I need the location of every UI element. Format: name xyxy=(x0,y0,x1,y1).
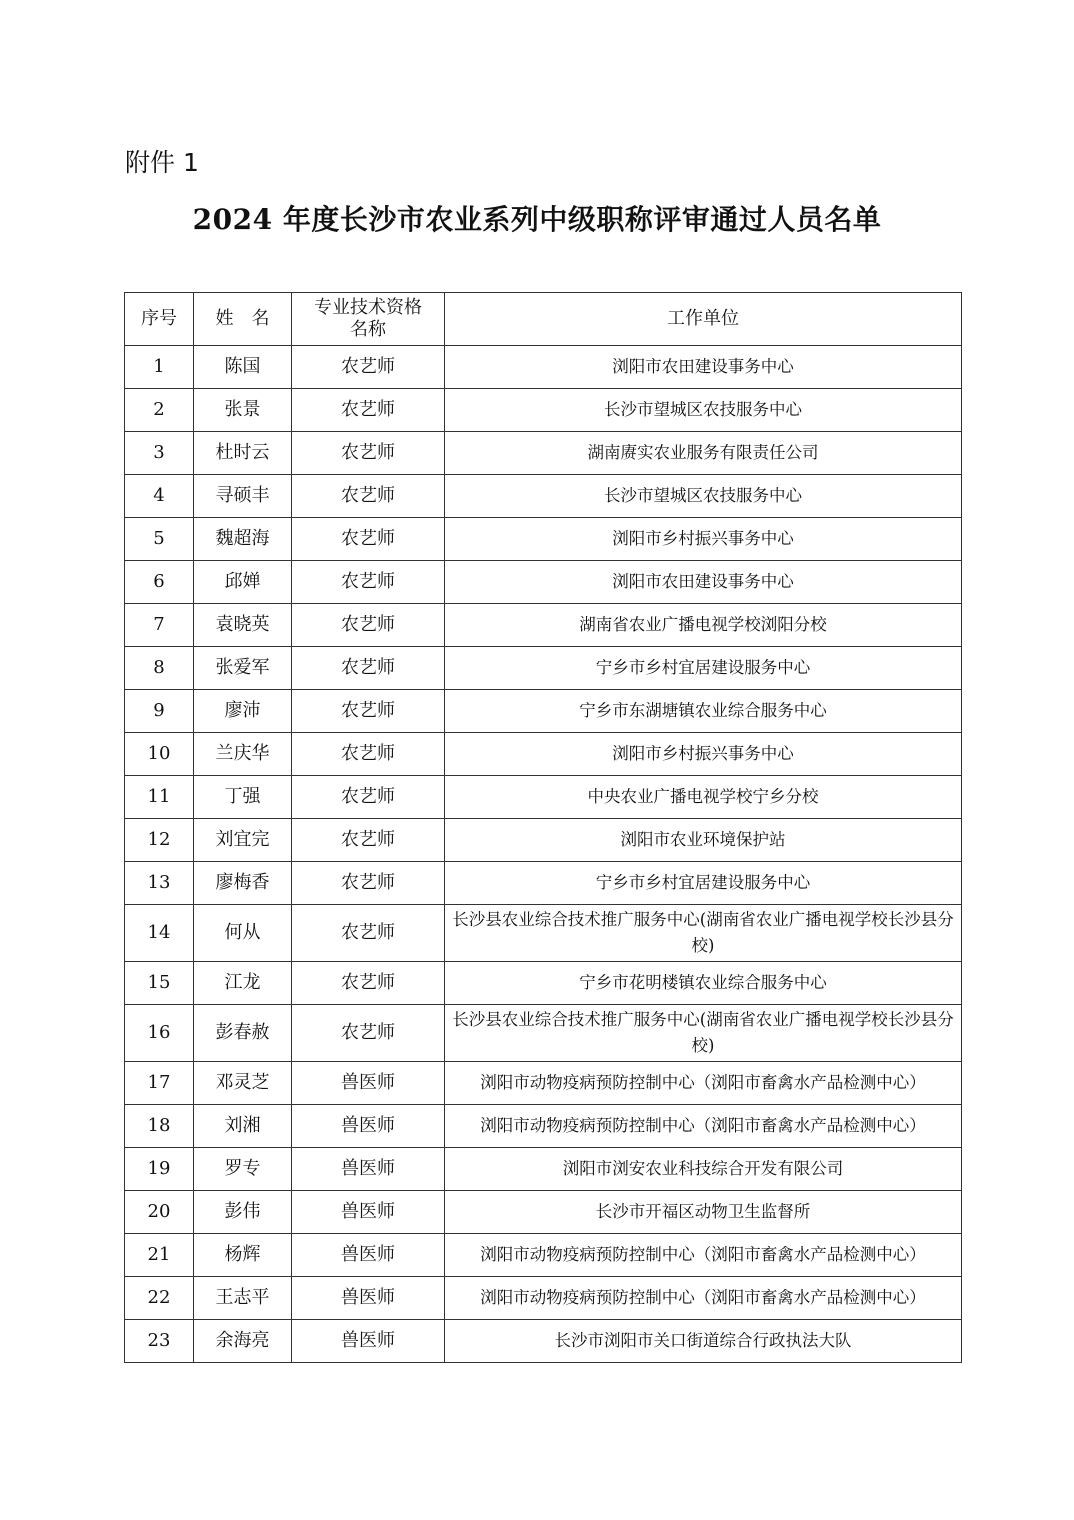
qualification: 兽医师 xyxy=(292,1320,445,1363)
table-row xyxy=(125,905,962,962)
row-index: 8 xyxy=(125,647,194,690)
document-title: 2024 年度长沙市农业系列中级职称评审通过人员名单 xyxy=(192,203,882,236)
work-unit: 浏阳市农田建设事务中心 xyxy=(445,561,962,604)
person-name: 丁强 xyxy=(194,776,292,819)
row-index: 3 xyxy=(125,432,194,475)
table-row xyxy=(125,690,962,733)
person-name: 魏超海 xyxy=(194,518,292,561)
table-row xyxy=(125,962,962,1005)
work-unit: 长沙县农业综合技术推广服务中心(湖南省农业广播电视学校长沙县分校) xyxy=(445,1005,962,1062)
person-name: 江龙 xyxy=(194,962,292,1005)
row-index: 6 xyxy=(125,561,194,604)
header-work-unit: 工作单位 xyxy=(445,293,962,346)
table-header-row xyxy=(125,293,962,346)
table-row xyxy=(125,475,962,518)
table-row xyxy=(125,862,962,905)
work-unit: 长沙市开福区动物卫生监督所 xyxy=(445,1191,962,1234)
qualification: 农艺师 xyxy=(292,1005,445,1062)
table-row xyxy=(125,1062,962,1105)
header-name: 姓 名 xyxy=(194,293,292,346)
table-row xyxy=(125,346,962,389)
table-row xyxy=(125,733,962,776)
work-unit: 中央农业广播电视学校宁乡分校 xyxy=(445,776,962,819)
row-index: 15 xyxy=(125,962,194,1005)
qualification: 农艺师 xyxy=(292,389,445,432)
qualification: 农艺师 xyxy=(292,819,445,862)
work-unit: 浏阳市乡村振兴事务中心 xyxy=(445,733,962,776)
table-row xyxy=(125,1148,962,1191)
row-index: 12 xyxy=(125,819,194,862)
work-unit: 浏阳市动物疫病预防控制中心（浏阳市畜禽水产品检测中心） xyxy=(445,1105,962,1148)
work-unit: 宁乡市花明楼镇农业综合服务中心 xyxy=(445,962,962,1005)
person-name: 余海亮 xyxy=(194,1320,292,1363)
row-index: 2 xyxy=(125,389,194,432)
qualification: 农艺师 xyxy=(292,604,445,647)
person-name: 邓灵芝 xyxy=(194,1062,292,1105)
person-name: 廖沛 xyxy=(194,690,292,733)
row-index: 18 xyxy=(125,1105,194,1148)
qualification: 兽医师 xyxy=(292,1191,445,1234)
work-unit: 宁乡市东湖塘镇农业综合服务中心 xyxy=(445,690,962,733)
row-index: 23 xyxy=(125,1320,194,1363)
work-unit: 湖南省农业广播电视学校浏阳分校 xyxy=(445,604,962,647)
table-row xyxy=(125,1320,962,1363)
attachment-label: 附件 1 xyxy=(125,148,199,177)
row-index: 19 xyxy=(125,1148,194,1191)
row-index: 7 xyxy=(125,604,194,647)
header-index: 序号 xyxy=(125,293,194,346)
row-index: 21 xyxy=(125,1234,194,1277)
qualification: 兽医师 xyxy=(292,1105,445,1148)
qualification: 农艺师 xyxy=(292,475,445,518)
qualification: 农艺师 xyxy=(292,690,445,733)
work-unit: 浏阳市动物疫病预防控制中心（浏阳市畜禽水产品检测中心） xyxy=(445,1234,962,1277)
work-unit: 浏阳市浏安农业科技综合开发有限公司 xyxy=(445,1148,962,1191)
qualification: 兽医师 xyxy=(292,1062,445,1105)
person-name: 袁晓英 xyxy=(194,604,292,647)
work-unit: 浏阳市乡村振兴事务中心 xyxy=(445,518,962,561)
qualification: 农艺师 xyxy=(292,561,445,604)
table-row xyxy=(125,1005,962,1062)
qualification: 农艺师 xyxy=(292,776,445,819)
work-unit: 长沙县农业综合技术推广服务中心(湖南省农业广播电视学校长沙县分校) xyxy=(445,905,962,962)
qualification: 农艺师 xyxy=(292,647,445,690)
table-row xyxy=(125,518,962,561)
table-row xyxy=(125,1191,962,1234)
row-index: 20 xyxy=(125,1191,194,1234)
work-unit: 长沙市浏阳市关口街道综合行政执法大队 xyxy=(445,1320,962,1363)
personnel-table xyxy=(124,292,962,1363)
table-row xyxy=(125,561,962,604)
person-name: 张爱军 xyxy=(194,647,292,690)
qualification: 农艺师 xyxy=(292,862,445,905)
row-index: 22 xyxy=(125,1277,194,1320)
row-index: 10 xyxy=(125,733,194,776)
table-row xyxy=(125,776,962,819)
work-unit: 宁乡市乡村宜居建设服务中心 xyxy=(445,862,962,905)
person-name: 杜时云 xyxy=(194,432,292,475)
work-unit: 浏阳市农业环境保护站 xyxy=(445,819,962,862)
table-row xyxy=(125,1234,962,1277)
qualification: 农艺师 xyxy=(292,518,445,561)
qualification: 农艺师 xyxy=(292,962,445,1005)
row-index: 14 xyxy=(125,905,194,962)
table-row xyxy=(125,604,962,647)
person-name: 廖梅香 xyxy=(194,862,292,905)
work-unit: 长沙市望城区农技服务中心 xyxy=(445,389,962,432)
row-index: 13 xyxy=(125,862,194,905)
work-unit: 浏阳市动物疫病预防控制中心（浏阳市畜禽水产品检测中心） xyxy=(445,1062,962,1105)
person-name: 彭伟 xyxy=(194,1191,292,1234)
row-index: 11 xyxy=(125,776,194,819)
work-unit: 宁乡市乡村宜居建设服务中心 xyxy=(445,647,962,690)
work-unit: 浏阳市农田建设事务中心 xyxy=(445,346,962,389)
qualification: 农艺师 xyxy=(292,432,445,475)
person-name: 刘宜完 xyxy=(194,819,292,862)
person-name: 陈国 xyxy=(194,346,292,389)
person-name: 寻硕丰 xyxy=(194,475,292,518)
table-row xyxy=(125,432,962,475)
person-name: 王志平 xyxy=(194,1277,292,1320)
person-name: 张景 xyxy=(194,389,292,432)
person-name: 何从 xyxy=(194,905,292,962)
row-index: 9 xyxy=(125,690,194,733)
table-row xyxy=(125,389,962,432)
qualification: 农艺师 xyxy=(292,346,445,389)
person-name: 邱婵 xyxy=(194,561,292,604)
person-name: 罗专 xyxy=(194,1148,292,1191)
table-row xyxy=(125,647,962,690)
row-index: 1 xyxy=(125,346,194,389)
qualification: 农艺师 xyxy=(292,733,445,776)
person-name: 刘湘 xyxy=(194,1105,292,1148)
table-row xyxy=(125,1277,962,1320)
table-row xyxy=(125,819,962,862)
qualification: 兽医师 xyxy=(292,1234,445,1277)
qualification: 兽医师 xyxy=(292,1148,445,1191)
qualification: 兽医师 xyxy=(292,1277,445,1320)
person-name: 彭春赦 xyxy=(194,1005,292,1062)
header-qualification: 专业技术资格名称 xyxy=(292,293,445,346)
row-index: 4 xyxy=(125,475,194,518)
qualification: 农艺师 xyxy=(292,905,445,962)
person-name: 杨辉 xyxy=(194,1234,292,1277)
work-unit: 长沙市望城区农技服务中心 xyxy=(445,475,962,518)
row-index: 5 xyxy=(125,518,194,561)
table-row xyxy=(125,1105,962,1148)
row-index: 16 xyxy=(125,1005,194,1062)
row-index: 17 xyxy=(125,1062,194,1105)
person-name: 兰庆华 xyxy=(194,733,292,776)
work-unit: 浏阳市动物疫病预防控制中心（浏阳市畜禽水产品检测中心） xyxy=(445,1277,962,1320)
work-unit: 湖南赓实农业服务有限责任公司 xyxy=(445,432,962,475)
